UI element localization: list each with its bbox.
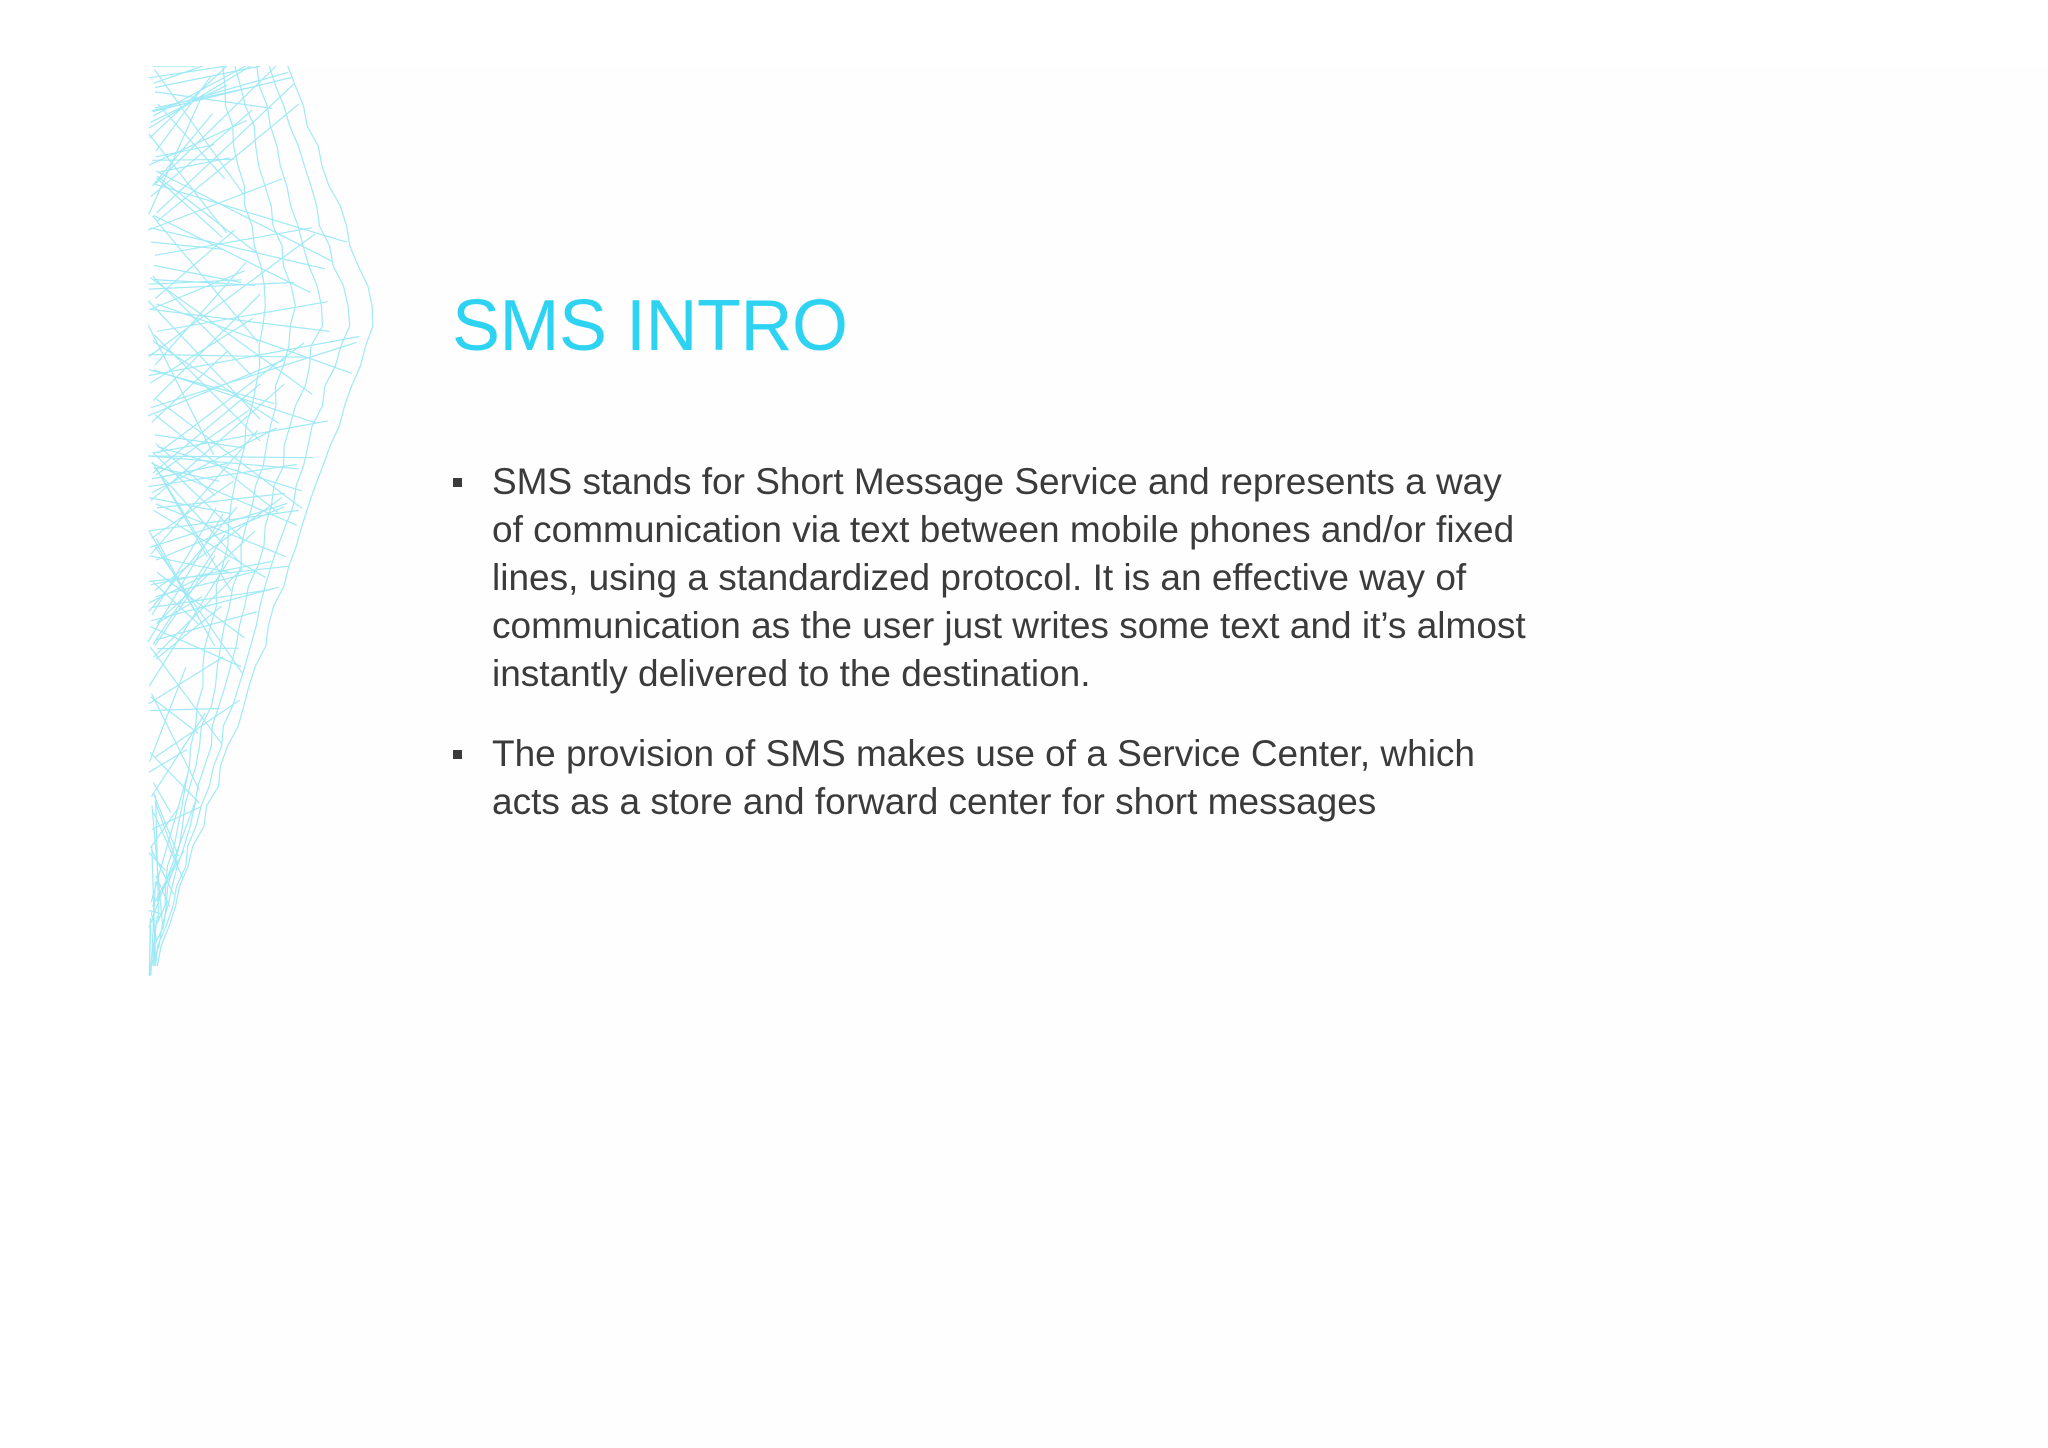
bullet-list [452,458,1532,858]
bullet-item [452,730,1532,826]
bullet-text: SMS stands for Short Message Service and represents a way of communication via text between mobile phones and/or fixed lines, using a standardized protocol. It is an effective way of communication as the user just writes some text and it’s almost instantly delivered to the destination. [492,461,1526,694]
square-bullet-icon [453,750,462,759]
bullet-item [452,458,1532,698]
square-bullet-icon [453,478,462,487]
bullet-text: The provision of SMS makes use of a Service Center, which acts as a store and forward center for short messages [492,733,1475,822]
wireframe-mesh-icon [148,66,398,986]
slide-title: SMS INTRO [452,286,848,366]
